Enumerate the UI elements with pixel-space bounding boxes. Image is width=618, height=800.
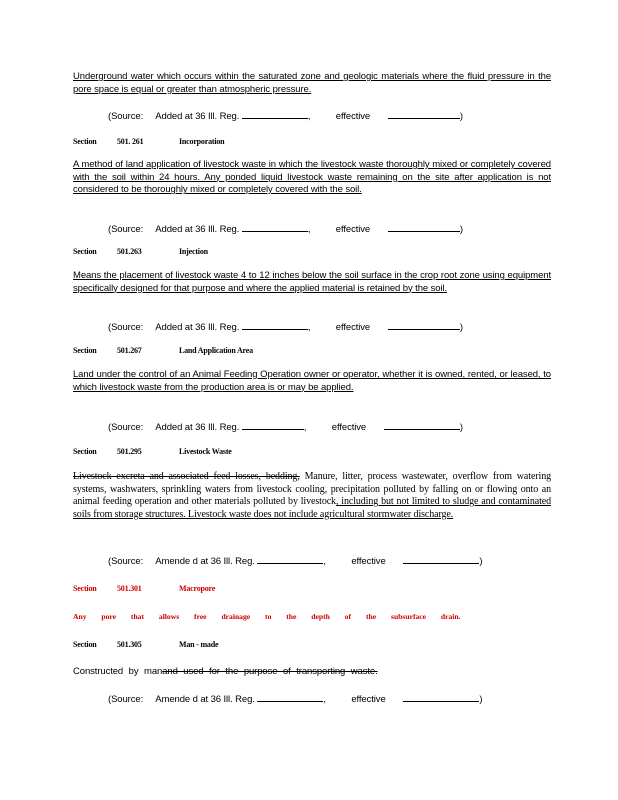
source-added: Added at 36 Ill. Reg. [155,224,240,235]
source-close: ) [459,111,463,122]
section-heading-macropore [73,584,215,593]
definition-man-made [73,666,551,679]
section-heading-incorporation [73,137,224,146]
source-close: ) [459,224,463,235]
section-label: Section [73,447,97,456]
section-title: Man - made [179,640,219,649]
source-added: Added at 36 Ill. Reg. [155,422,240,433]
definition-land-application-area [73,369,551,394]
section-title: Livestock Waste [179,447,232,456]
source-line [108,692,483,705]
effective-date-blank [384,420,460,430]
section-number: 501.295 [117,447,142,456]
register-blank [242,222,308,232]
source-comma: , [323,694,326,705]
source-label: (Source: [108,556,144,567]
source-effective: effective [335,224,371,235]
source-comma: , [307,322,311,333]
source-close: ) [479,556,483,567]
source-effective: effective [335,322,371,333]
source-line [108,109,463,122]
deleted-text: Livestock excreta and associated feed losses, bedding, [73,471,300,482]
section-label: Section [73,137,97,146]
source-close: ) [459,422,463,433]
effective-date-blank [403,692,479,702]
source-line [108,420,463,433]
definition-injection: Means the placement of livestock waste 4 to 12 inches below the soil surface in the crop root zone using equipment specifically designed for that purpose and where the applied material is retained by the soil. [73,270,551,294]
source-effective: effective [351,694,386,705]
section-title: Macropore [179,584,216,593]
register-blank [242,420,304,430]
source-close: ) [459,322,463,333]
inserted-text: , including but not limited to sludge and contaminated soils from storage structures. Livestock waste does not include agricultural stormwater discharge. [73,496,552,520]
effective-date-blank [388,222,460,232]
source-effective: effective [331,422,367,433]
section-label: Section [73,584,97,593]
source-comma: , [307,111,311,122]
section-heading-injection [73,247,208,256]
source-label: (Source: [108,322,144,333]
section-heading-livestock-waste [73,447,232,456]
register-blank [257,692,323,702]
section-heading-man-made [73,640,218,649]
deleted-text: and used for the purpose of transporting waste. [162,666,378,677]
source-label: (Source: [108,422,144,433]
section-label: Section [73,640,97,649]
source-line [108,222,463,235]
source-close: ) [479,694,483,705]
source-label: (Source: [108,694,144,705]
source-label: (Source: [108,224,144,235]
section-number: 501.305 [117,640,142,649]
source-comma: , [307,224,311,235]
effective-date-blank [403,554,479,564]
source-amended: Amende d at 36 Ill. Reg. [155,556,255,567]
source-effective: effective [335,111,371,122]
section-label: Section [73,247,97,256]
definition-incorporation: A method of land application of livestock waste in which the livestock waste thoroughly mixed or completely covered with the soil within 24 hours. Any ponded liquid livestock waste remaining on the site after application is not considered to be thoroughly mixed or completely covered with the soil. [73,159,551,196]
source-effective: effective [351,556,386,567]
register-blank [257,554,323,564]
effective-date-blank [388,320,460,330]
section-title: Incorporation [179,137,225,146]
source-label: (Source: [108,111,144,122]
definition-livestock-waste [73,471,551,521]
section-number: 501.301 [117,584,142,593]
section-title: Injection [179,247,208,256]
land-application-text: Land under the control of an Animal Feeding Operation owner or operator, whether it is owned, rented, or leased, to which livestock waste from the production area is or may be applied. [73,369,551,393]
source-comma: , [303,422,307,433]
section-heading-land-application-area [73,346,253,355]
source-line [108,320,463,333]
definition-macropore: Any pore that allows free drainage to the depth of the subsurface drain. [73,612,461,621]
source-line [108,554,483,567]
section-label: Section [73,346,97,355]
section-number: 501.263 [117,247,142,256]
definition-underground-water: Underground water which occurs within the saturated zone and geologic materials where the fluid pressure in the pore space is equal or greater than atmospheric pressure. [73,71,551,95]
livestock-waste-text: Manure, litter, process wastewater, overflow from watering systems, washwaters, sprinkling waters from livestock cooling, precipitation polluted by falling on or flowing onto an animal feeding operation and other materials polluted by livestock [73,471,551,508]
effective-date-blank [388,109,460,119]
section-title: Land Application Area [179,346,253,355]
section-number: 501.267 [117,346,142,355]
register-blank [242,109,308,119]
section-number: 501. 261 [117,137,144,146]
register-blank [242,320,308,330]
source-amended: Amende d at 36 Ill. Reg. [155,694,255,705]
source-added: Added at 36 Ill. Reg. [155,111,240,122]
source-added: Added at 36 Ill. Reg. [155,322,240,333]
man-made-text: Constructed by man [73,666,163,677]
source-comma: , [323,556,326,567]
